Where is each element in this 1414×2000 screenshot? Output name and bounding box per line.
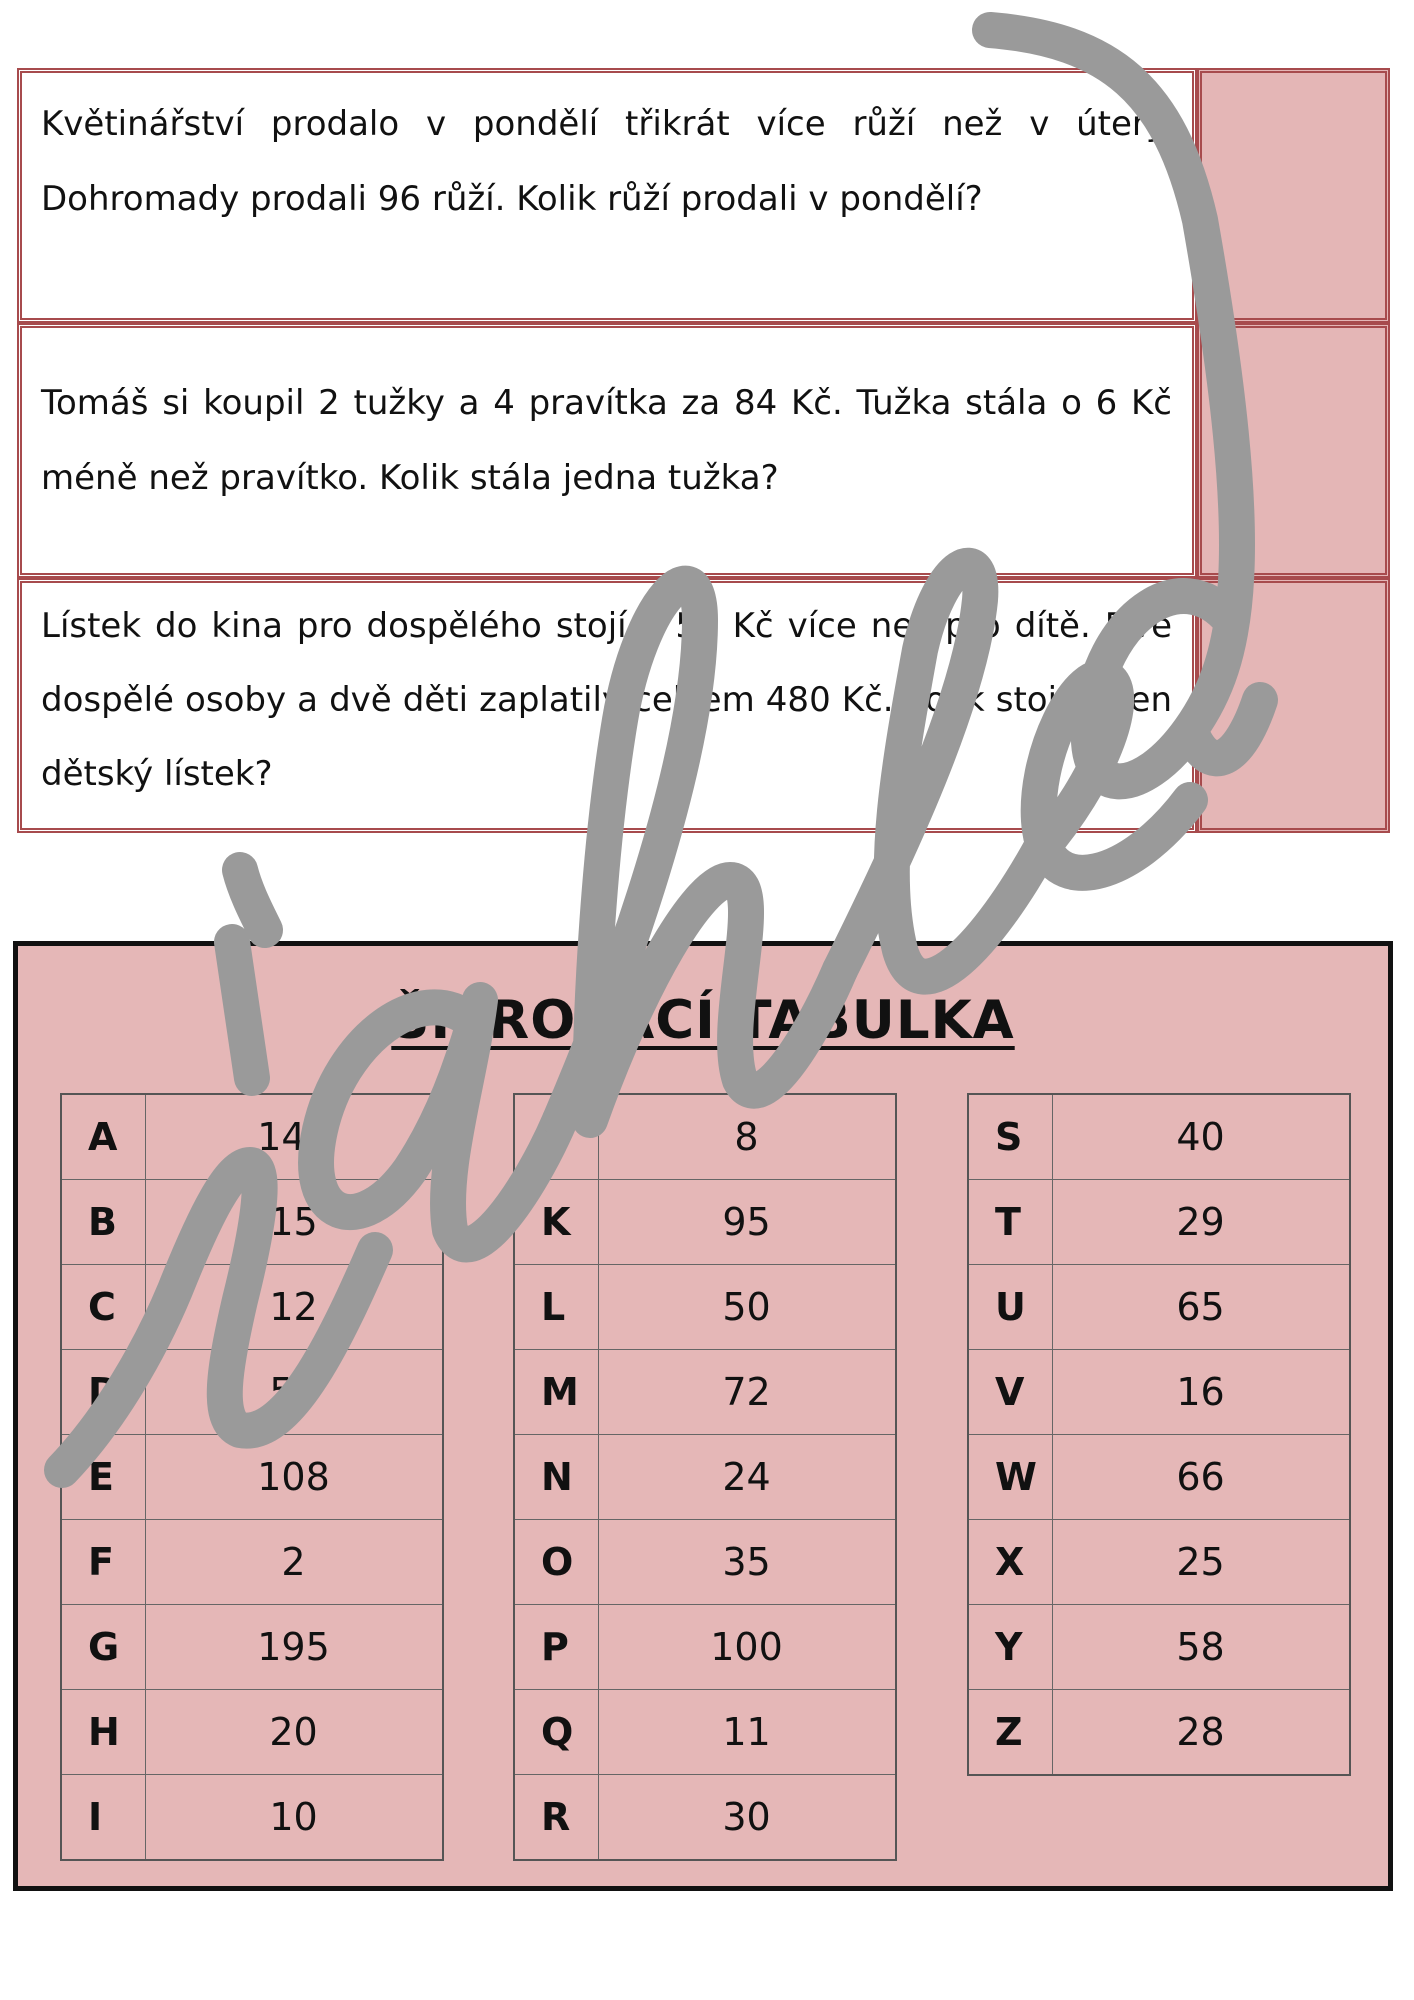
cipher-value: 108 xyxy=(145,1435,443,1520)
cipher-letter: H xyxy=(61,1690,145,1775)
problem-row-1 xyxy=(17,68,1390,323)
cipher-letter: E xyxy=(61,1435,145,1520)
cipher-letter: C xyxy=(61,1265,145,1350)
cipher-letter: B xyxy=(61,1180,145,1265)
cipher-value: 195 xyxy=(145,1605,443,1690)
cipher-letter: X xyxy=(968,1520,1052,1605)
problem-text-3: Lístek do kina pro dospělého stojí o 50 Kč více než pro dítě. Dvě dospělé osoby a dvě děti zaplatily celkem 480 Kč. Kolik stojí jeden dětský lístek? xyxy=(17,578,1197,833)
cipher-value: 16 xyxy=(1052,1350,1350,1435)
answer-cell-3[interactable] xyxy=(1197,578,1390,833)
cipher-letter: D xyxy=(61,1350,145,1435)
cipher-value: 10 xyxy=(145,1775,443,1861)
cipher-letter: S xyxy=(968,1094,1052,1180)
cipher-value: 100 xyxy=(598,1605,896,1690)
cipher-value: 95 xyxy=(598,1180,896,1265)
cipher-row xyxy=(514,1690,896,1775)
answer-cell-1[interactable] xyxy=(1197,68,1390,323)
cipher-row xyxy=(968,1094,1350,1180)
cipher-title-text: ŠIFROVACÍ TABULKA xyxy=(391,990,1015,1051)
cipher-letter: K xyxy=(514,1180,598,1265)
cipher-letter: L xyxy=(514,1265,598,1350)
cipher-letter: Z xyxy=(968,1690,1052,1776)
cipher-row xyxy=(61,1265,443,1350)
cipher-value: 50 xyxy=(598,1265,896,1350)
cipher-value: 8 xyxy=(598,1094,896,1180)
cipher-table-j-r xyxy=(513,1093,897,1861)
cipher-letter: G xyxy=(61,1605,145,1690)
cipher-row xyxy=(514,1094,896,1180)
cipher-value: 66 xyxy=(1052,1435,1350,1520)
cipher-row xyxy=(968,1180,1350,1265)
cipher-row xyxy=(61,1520,443,1605)
cipher-row xyxy=(514,1180,896,1265)
cipher-value: 25 xyxy=(1052,1520,1350,1605)
cipher-letter: F xyxy=(61,1520,145,1605)
cipher-table-s-z xyxy=(967,1093,1351,1776)
cipher-value: 2 xyxy=(145,1520,443,1605)
cipher-letter: J xyxy=(514,1094,598,1180)
cipher-row xyxy=(61,1180,443,1265)
cipher-row xyxy=(968,1690,1350,1776)
cipher-title xyxy=(18,990,1388,1051)
cipher-value: 65 xyxy=(1052,1265,1350,1350)
cipher-value: 145 xyxy=(145,1094,443,1180)
cipher-letter: W xyxy=(968,1435,1052,1520)
cipher-row xyxy=(514,1520,896,1605)
cipher-letter: Y xyxy=(968,1605,1052,1690)
cipher-row xyxy=(968,1265,1350,1350)
cipher-letter: U xyxy=(968,1265,1052,1350)
cipher-letter: V xyxy=(968,1350,1052,1435)
answer-cell-2[interactable] xyxy=(1197,323,1390,578)
cipher-letter: P xyxy=(514,1605,598,1690)
cipher-letter: Q xyxy=(514,1690,598,1775)
cipher-value: 15 xyxy=(145,1180,443,1265)
problem-text-1: Květinářství prodalo v pondělí třikrát více růží než v úterý. Dohromady prodali 96 růží. Kolik růží prodali v pondělí? xyxy=(17,68,1197,323)
cipher-value: 58 xyxy=(1052,1605,1350,1690)
cipher-letter: N xyxy=(514,1435,598,1520)
cipher-row xyxy=(514,1350,896,1435)
problem-row-3 xyxy=(17,578,1390,833)
cipher-value: 55 xyxy=(145,1350,443,1435)
cipher-letter: O xyxy=(514,1520,598,1605)
cipher-letter: M xyxy=(514,1350,598,1435)
cipher-row xyxy=(514,1265,896,1350)
cipher-row xyxy=(61,1605,443,1690)
cipher-row xyxy=(514,1435,896,1520)
cipher-letter: T xyxy=(968,1180,1052,1265)
cipher-row xyxy=(61,1775,443,1861)
cipher-letter: R xyxy=(514,1775,598,1861)
cipher-value: 40 xyxy=(1052,1094,1350,1180)
cipher-value: 35 xyxy=(598,1520,896,1605)
cipher-row xyxy=(61,1350,443,1435)
cipher-value: 30 xyxy=(598,1775,896,1861)
cipher-value: 20 xyxy=(145,1690,443,1775)
cipher-row xyxy=(514,1775,896,1861)
cipher-value: 11 xyxy=(598,1690,896,1775)
cipher-letter: A xyxy=(61,1094,145,1180)
cipher-value: 72 xyxy=(598,1350,896,1435)
cipher-row xyxy=(968,1605,1350,1690)
cipher-row xyxy=(61,1435,443,1520)
problem-row-2 xyxy=(17,323,1390,578)
cipher-value: 12 xyxy=(145,1265,443,1350)
cipher-row xyxy=(968,1350,1350,1435)
cipher-row xyxy=(61,1690,443,1775)
cipher-table-a-i xyxy=(60,1093,444,1861)
cipher-value: 28 xyxy=(1052,1690,1350,1776)
cipher-row xyxy=(61,1094,443,1180)
cipher-value: 24 xyxy=(598,1435,896,1520)
cipher-value: 29 xyxy=(1052,1180,1350,1265)
problem-text-2: Tomáš si koupil 2 tužky a 4 pravítka za 84 Kč. Tužka stála o 6 Kč méně než pravítko. Kolik stála jedna tužka? xyxy=(17,323,1197,578)
cipher-row xyxy=(968,1520,1350,1605)
cipher-panel xyxy=(13,941,1393,1891)
cipher-letter: I xyxy=(61,1775,145,1861)
cipher-row xyxy=(514,1605,896,1690)
cipher-row xyxy=(968,1435,1350,1520)
